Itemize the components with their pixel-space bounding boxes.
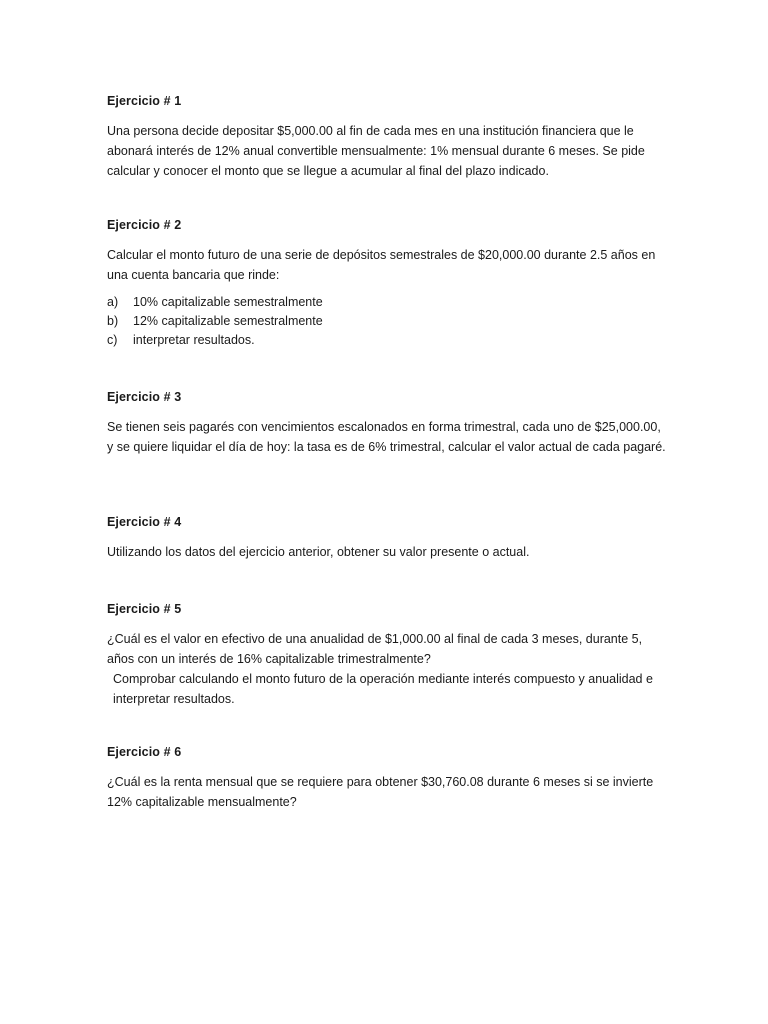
- exercise-5-paragraph-2: Comprobar calculando el monto futuro de la operación mediante interés compuesto y anualidad e interpretar resultados.: [113, 672, 653, 706]
- exercise-6-title: Ejercicio # 6: [107, 745, 182, 759]
- exercise-6-body: [107, 772, 667, 812]
- option-marker: a): [107, 295, 119, 309]
- exercise-5: [107, 601, 667, 709]
- exercise-5-title: Ejercicio # 5: [107, 602, 182, 616]
- exercise-4-title: Ejercicio # 4: [107, 515, 182, 529]
- option-text: 12% capitalizable semestralmente: [133, 314, 323, 328]
- exercise-3: [107, 389, 667, 457]
- option-marker: b): [107, 314, 119, 328]
- exercise-1-title: Ejercicio # 1: [107, 94, 182, 108]
- exercise-3-body: [107, 417, 667, 457]
- exercise-1-paragraph-1: Una persona decide depositar $5,000.00 al fin de cada mes en una institución financiera que le abonará interés de 12% anual convertible mensualmente: 1% mensual durante 6 meses. Se pide calcular y conocer el monto que se llegue a acumular al final del plazo indicado.: [107, 124, 645, 178]
- exercise-2-options: [107, 293, 667, 350]
- option-text: interpretar resultados.: [133, 333, 255, 347]
- option-text: 10% capitalizable semestralmente: [133, 295, 323, 309]
- exercise-2-option-a: [107, 293, 667, 312]
- exercise-2-title: Ejercicio # 2: [107, 218, 182, 232]
- exercise-6-paragraph-1: ¿Cuál es la renta mensual que se requiere para obtener $30,760.08 durante 6 meses si se invierte 12% capitalizable mensualmente?: [107, 775, 654, 809]
- exercise-2-paragraph-1: Calcular el monto futuro de una serie de depósitos semestrales de $20,000.00 durante 2.5 años en una cuenta bancaria que rinde:: [107, 248, 656, 282]
- exercise-5-body: [107, 629, 667, 709]
- exercise-4-body: [107, 542, 667, 562]
- exercise-3-title: Ejercicio # 3: [107, 390, 182, 404]
- exercise-1-body: [107, 121, 667, 181]
- exercise-2: [107, 217, 667, 350]
- exercise-6: [107, 744, 667, 812]
- exercise-1: [107, 93, 667, 181]
- exercise-2-option-b: [107, 312, 667, 331]
- exercise-3-paragraph-1: Se tienen seis pagarés con vencimientos escalonados en forma trimestral, cada uno de $25,000.00, y se quiere liquidar el día de hoy: la tasa es de 6% trimestral, calcular el valor actual de cada pagaré.: [107, 420, 666, 454]
- exercise-2-body: [107, 245, 667, 285]
- exercise-4: [107, 514, 667, 562]
- option-marker: c): [107, 333, 118, 347]
- exercise-5-paragraph-1: ¿Cuál es el valor en efectivo de una anualidad de $1,000.00 al final de cada 3 meses, durante 5, años con un interés de 16% capitalizable trimestralmente?: [107, 632, 643, 666]
- exercise-2-option-c: [107, 331, 667, 350]
- exercise-4-paragraph-1: Utilizando los datos del ejercicio anterior, obtener su valor presente o actual.: [107, 545, 530, 559]
